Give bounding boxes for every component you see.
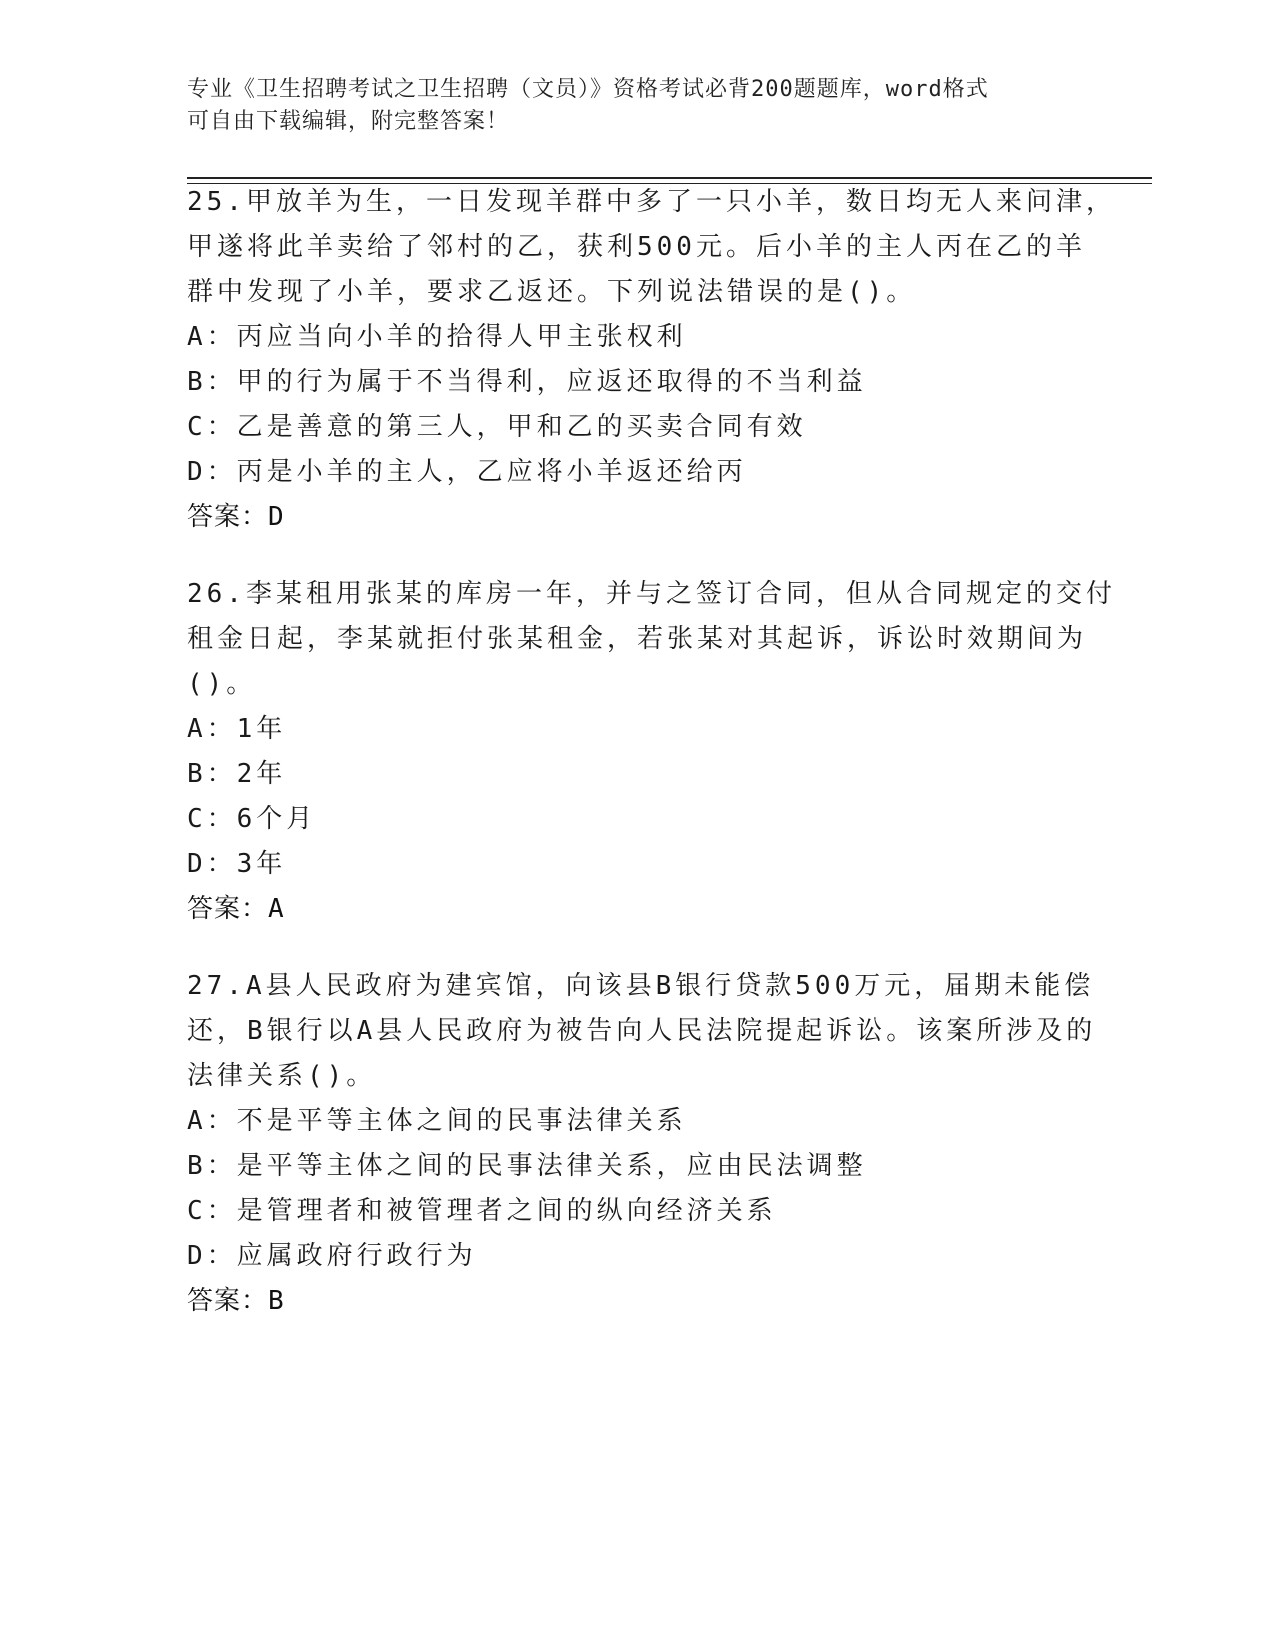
option-d: D：丙是小羊的主人，乙应将小羊返还给丙: [187, 457, 747, 487]
answer-value: A: [268, 894, 285, 924]
answer-line: [187, 887, 1087, 932]
header-line-1: 专业《卫生招聘考试之卫生招聘（文员）》资格考试必背200题题库，word格式: [187, 77, 989, 102]
question-stem-line: 26.李某租用张某的库房一年，并与之签订合同，但从合同规定的交付: [187, 579, 1116, 609]
option-c: C：是管理者和被管理者之间的纵向经济关系: [187, 1196, 777, 1226]
option-c: C：6个月: [187, 804, 317, 834]
question-stem-line: 群中发现了小羊，要求乙返还。下列说法错误的是()。: [187, 277, 917, 307]
header-divider-thick: [187, 177, 1152, 179]
question-stem-line: 还，B银行以A县人民政府为被告向人民法院提起诉讼。该案所涉及的: [187, 1016, 1097, 1046]
option-a: A：1年: [187, 714, 287, 744]
option-b: B：2年: [187, 759, 287, 789]
option-c: C：乙是善意的第三人，甲和乙的买卖合同有效: [187, 412, 807, 442]
document-header: [187, 74, 1067, 138]
answer-value: B: [268, 1286, 285, 1316]
option-b: B：甲的行为属于不当得利，应返还取得的不当利益: [187, 367, 867, 397]
question-stem-line: 法律关系()。: [187, 1061, 377, 1091]
option-a: A：不是平等主体之间的民事法律关系: [187, 1106, 687, 1136]
question-stem-line: 租金日起，李某就拒付张某租金，若张某对其起诉，诉讼时效期间为: [187, 624, 1088, 654]
option-d: D：3年: [187, 849, 287, 879]
answer-label: 答案：: [187, 502, 269, 532]
question-stem-line: 27.A县人民政府为建宾馆，向该县B银行贷款500万元，届期未能偿: [187, 971, 1095, 1001]
option-b: B：是平等主体之间的民事法律关系，应由民法调整: [187, 1151, 867, 1181]
answer-value: D: [268, 502, 285, 532]
option-a: A：丙应当向小羊的拾得人甲主张权利: [187, 322, 687, 352]
header-line-2: 可自由下载编辑，附完整答案！: [187, 109, 510, 134]
question-26: [187, 572, 1116, 932]
question-stem-line: 甲遂将此羊卖给了邻村的乙，获利500元。后小羊的主人丙在乙的羊: [187, 232, 1086, 262]
answer-line: [187, 495, 1087, 540]
answer-label: 答案：: [187, 1286, 269, 1316]
question-stem-line: 25.甲放羊为生，一日发现羊群中多了一只小羊，数日均无人来问津，: [187, 187, 1116, 217]
answer-line: [187, 1279, 1087, 1324]
question-25: [187, 180, 1116, 540]
answer-label: 答案：: [187, 894, 269, 924]
question-stem-line: ()。: [187, 669, 257, 699]
question-27: [187, 964, 1097, 1324]
option-d: D：应属政府行政行为: [187, 1241, 477, 1271]
